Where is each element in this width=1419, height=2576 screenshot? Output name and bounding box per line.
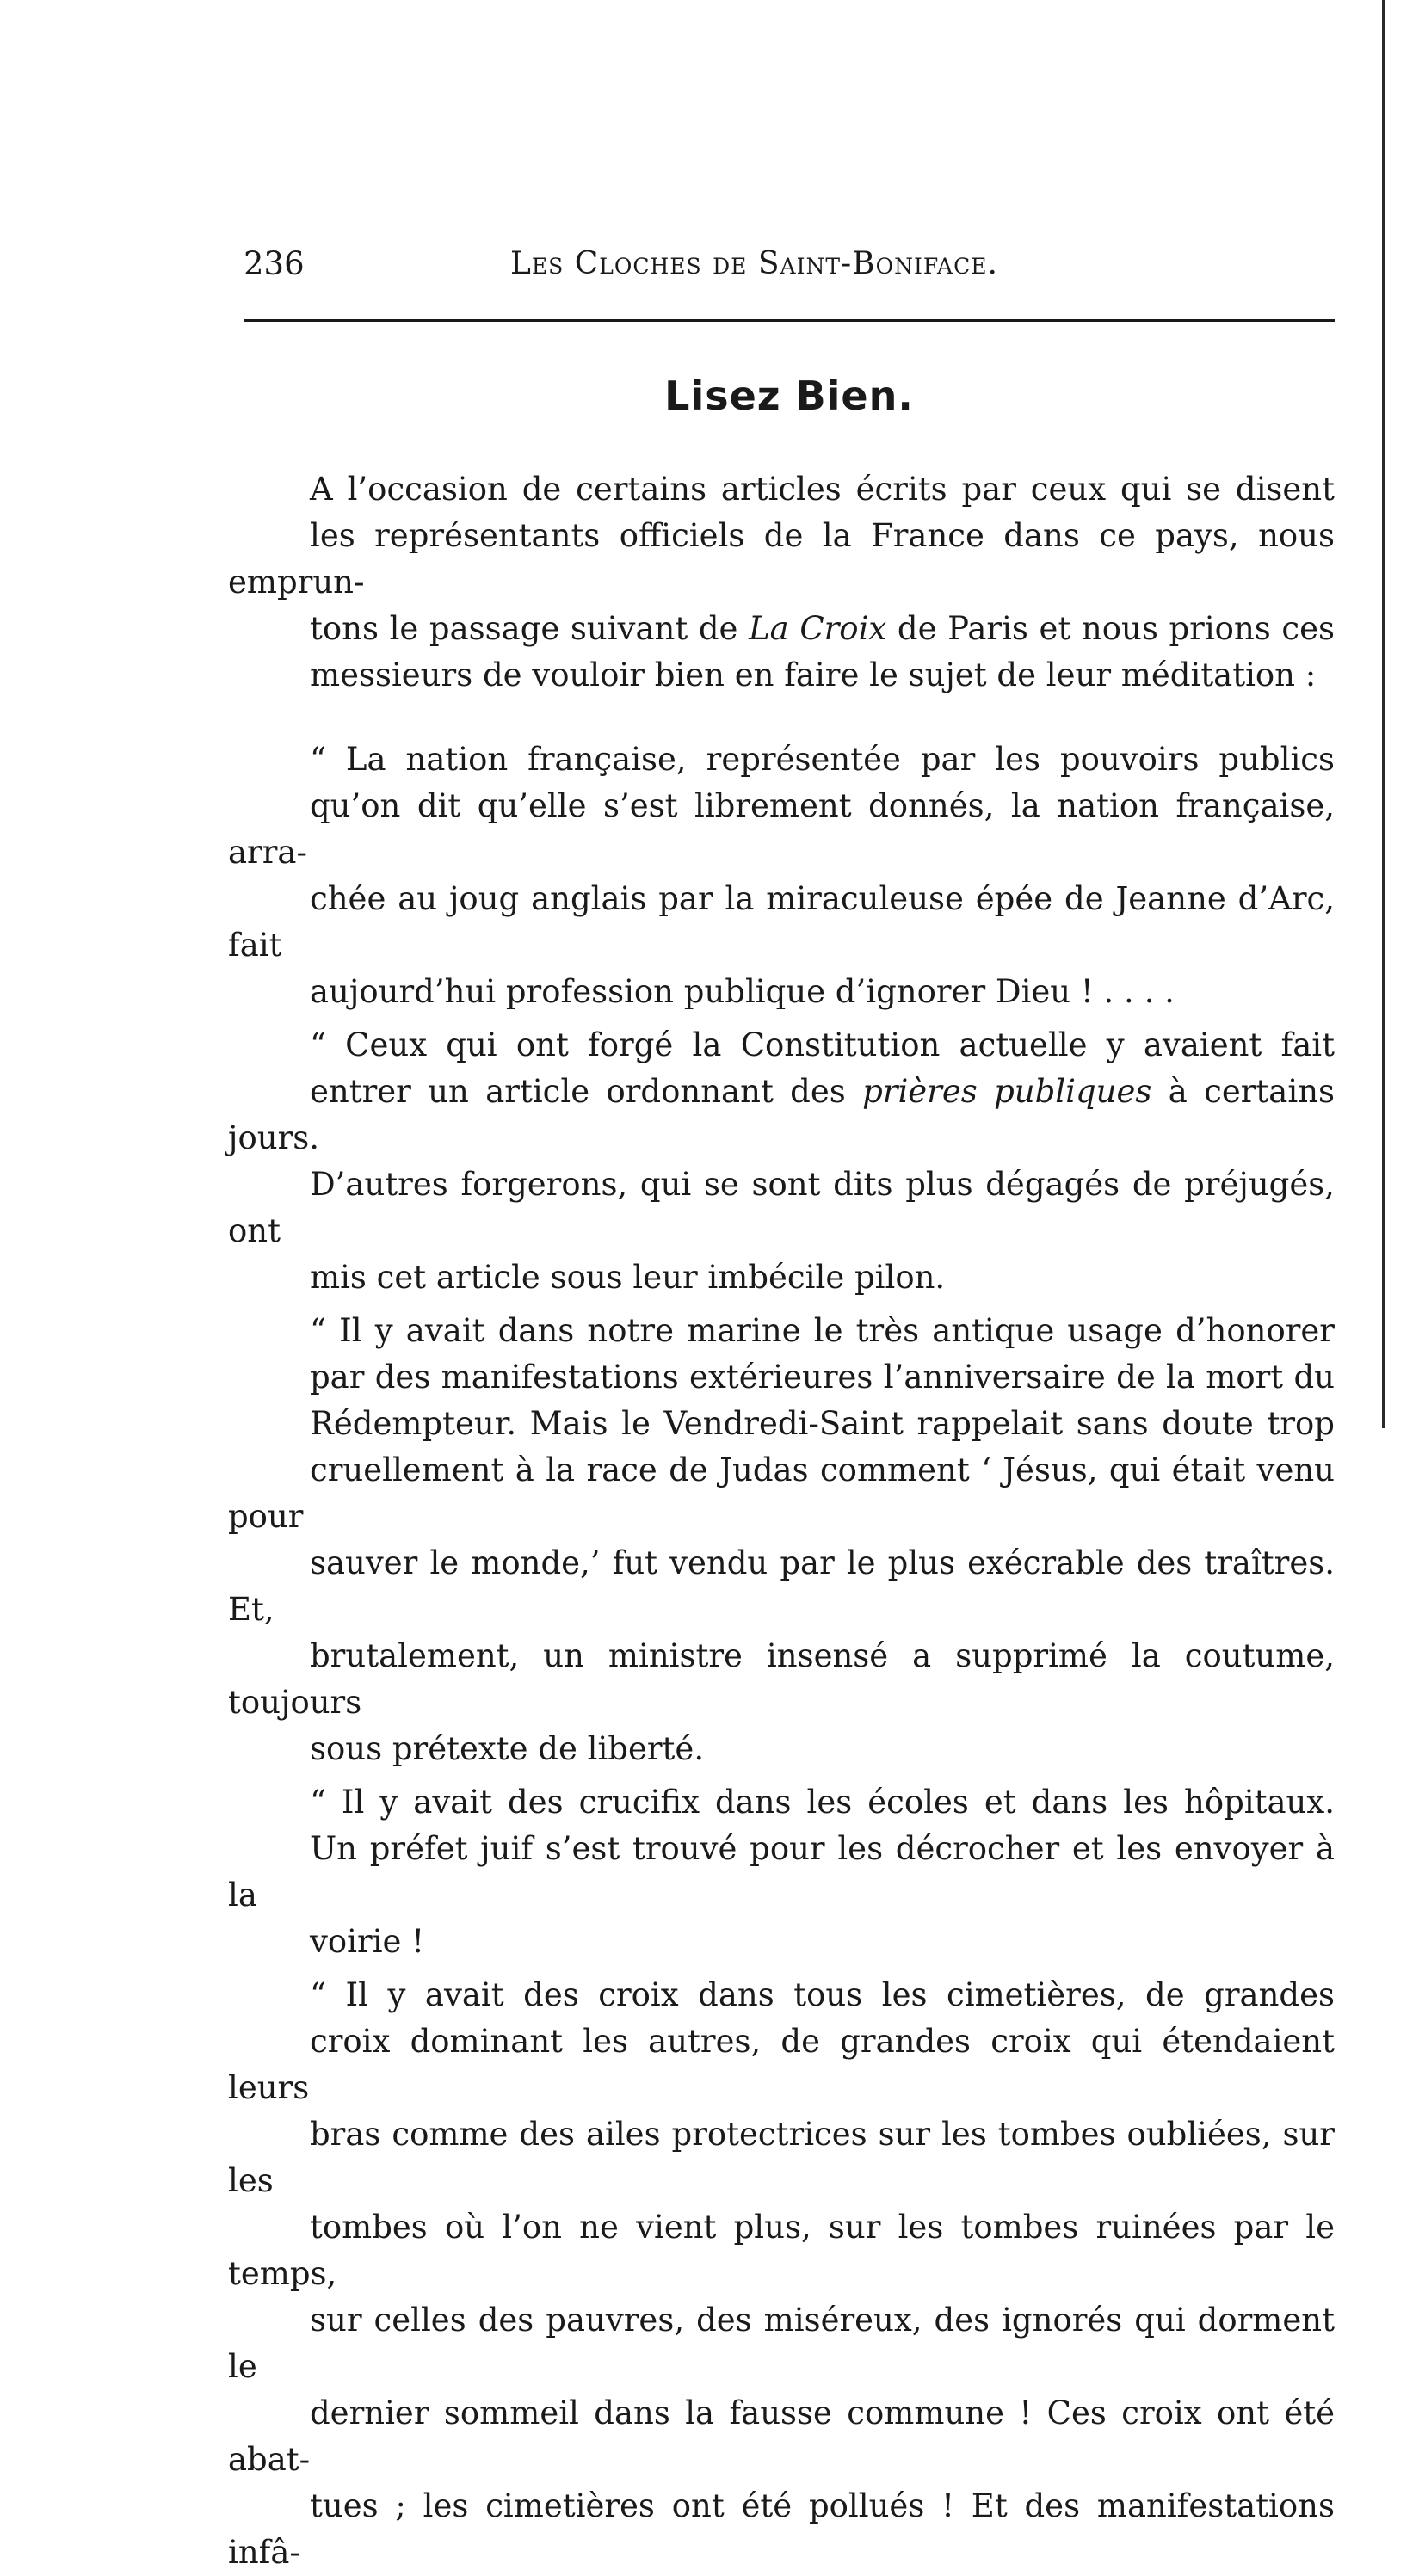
page-edge-line [1382, 0, 1385, 1428]
text-segment: à certains jours. [228, 1073, 1336, 1156]
text-line: Un préfet juif s’est trouvé pour les décrocher et les envoyer à la [228, 1830, 1335, 1914]
text-line: les représentants officiels de la France dans ce pays, nous emprun- [228, 517, 1335, 601]
text-line: tombes où l’on ne vient plus, sur les tombes ruinées par le temps, [228, 2209, 1335, 2292]
text-line: A l’occasion de certains articles écrits par ceux qui se disent [310, 471, 1335, 508]
running-title: Les Cloches de Saint-Boniface. [510, 246, 998, 281]
text-line: qu’on dit qu’elle s’est librement donnés, la nation française, arra- [228, 787, 1335, 871]
article-title: Lisez Bien. [664, 373, 914, 419]
text-line: voirie ! [310, 1923, 425, 1960]
text-line: “ Il y avait des crucifix dans les écoles et dans les hôpitaux. [310, 1784, 1335, 1821]
text-line: dernier sommeil dans la fausse commune ! Ces croix ont été abat- [228, 2394, 1335, 2478]
text-line [228, 606, 1335, 652]
quote-paragraph [228, 1972, 1335, 2576]
intro-paragraph [228, 466, 1335, 699]
quote-paragraph [228, 1022, 1335, 1301]
text-line: sur celles des pauvres, des miséreux, des ignorés qui dorment le [228, 2302, 1335, 2385]
article-body [228, 466, 1335, 2576]
header-rule [244, 319, 1335, 322]
text-line: D’autres forgerons, qui se sont dits plus dégagés de préjugés, ont [228, 1166, 1335, 1249]
text-line: sauver le monde,’ fut vendu par le plus exécrable des traîtres. Et, [228, 1544, 1335, 1628]
text-line: “ La nation française, représentée par les pouvoirs publics [310, 741, 1335, 778]
text-line: sous prétexte de liberté. [310, 1730, 705, 1767]
text-line: cruellement à la race de Judas comment ‘ Jésus, qui était venu pour [228, 1451, 1335, 1535]
text-line: bras comme des ailes protectrices sur les tombes oubliées, sur les [228, 2116, 1335, 2199]
text-line: “ Il y avait dans notre marine le très antique usage d’honorer [310, 1312, 1335, 1349]
text-line: brutalement, un ministre insensé a supprimé la coutume, toujours [228, 1637, 1335, 1721]
text-line: mis cet article sous leur imbécile pilon. [310, 1259, 946, 1296]
quote-paragraph [228, 1308, 1335, 1772]
running-head [244, 243, 1335, 286]
text-line: par des manifestations extérieures l’anniversaire de la mort du [310, 1359, 1335, 1396]
text-segment: de Paris et nous prions ces [886, 610, 1335, 647]
quote-paragraph [228, 1779, 1335, 1965]
text-line [228, 1069, 1335, 1162]
text-line: aujourd’hui profession publique d’ignorer Dieu ! . . . . [310, 973, 1175, 1010]
page-number: 236 [244, 245, 305, 282]
italic-phrase: prières publiques [862, 1073, 1152, 1110]
italic-title: La Croix [749, 610, 887, 647]
quote-paragraph [228, 736, 1335, 1015]
text-line: Rédempteur. Mais le Vendredi-Saint rappelait sans doute trop [310, 1405, 1335, 1442]
text-segment: entrer un article ordonnant des [310, 1073, 863, 1110]
text-line: “ Il y avait des croix dans tous les cimetières, de grandes [310, 1976, 1335, 2013]
text-line: croix dominant les autres, de grandes croix qui étendaient leurs [228, 2023, 1335, 2106]
text-line: chée au joug anglais par la miraculeuse épée de Jeanne d’Arc, fait [228, 880, 1335, 964]
text-segment: tons le passage suivant de [310, 610, 750, 647]
text-line: “ Ceux qui ont forgé la Constitution actuelle y avaient fait [310, 1026, 1335, 1063]
text-line: tues ; les cimetières ont été pollués ! Et des manifestations infâ- [228, 2487, 1335, 2571]
text-line: messieurs de vouloir bien en faire le sujet de leur méditation : [310, 656, 1317, 693]
